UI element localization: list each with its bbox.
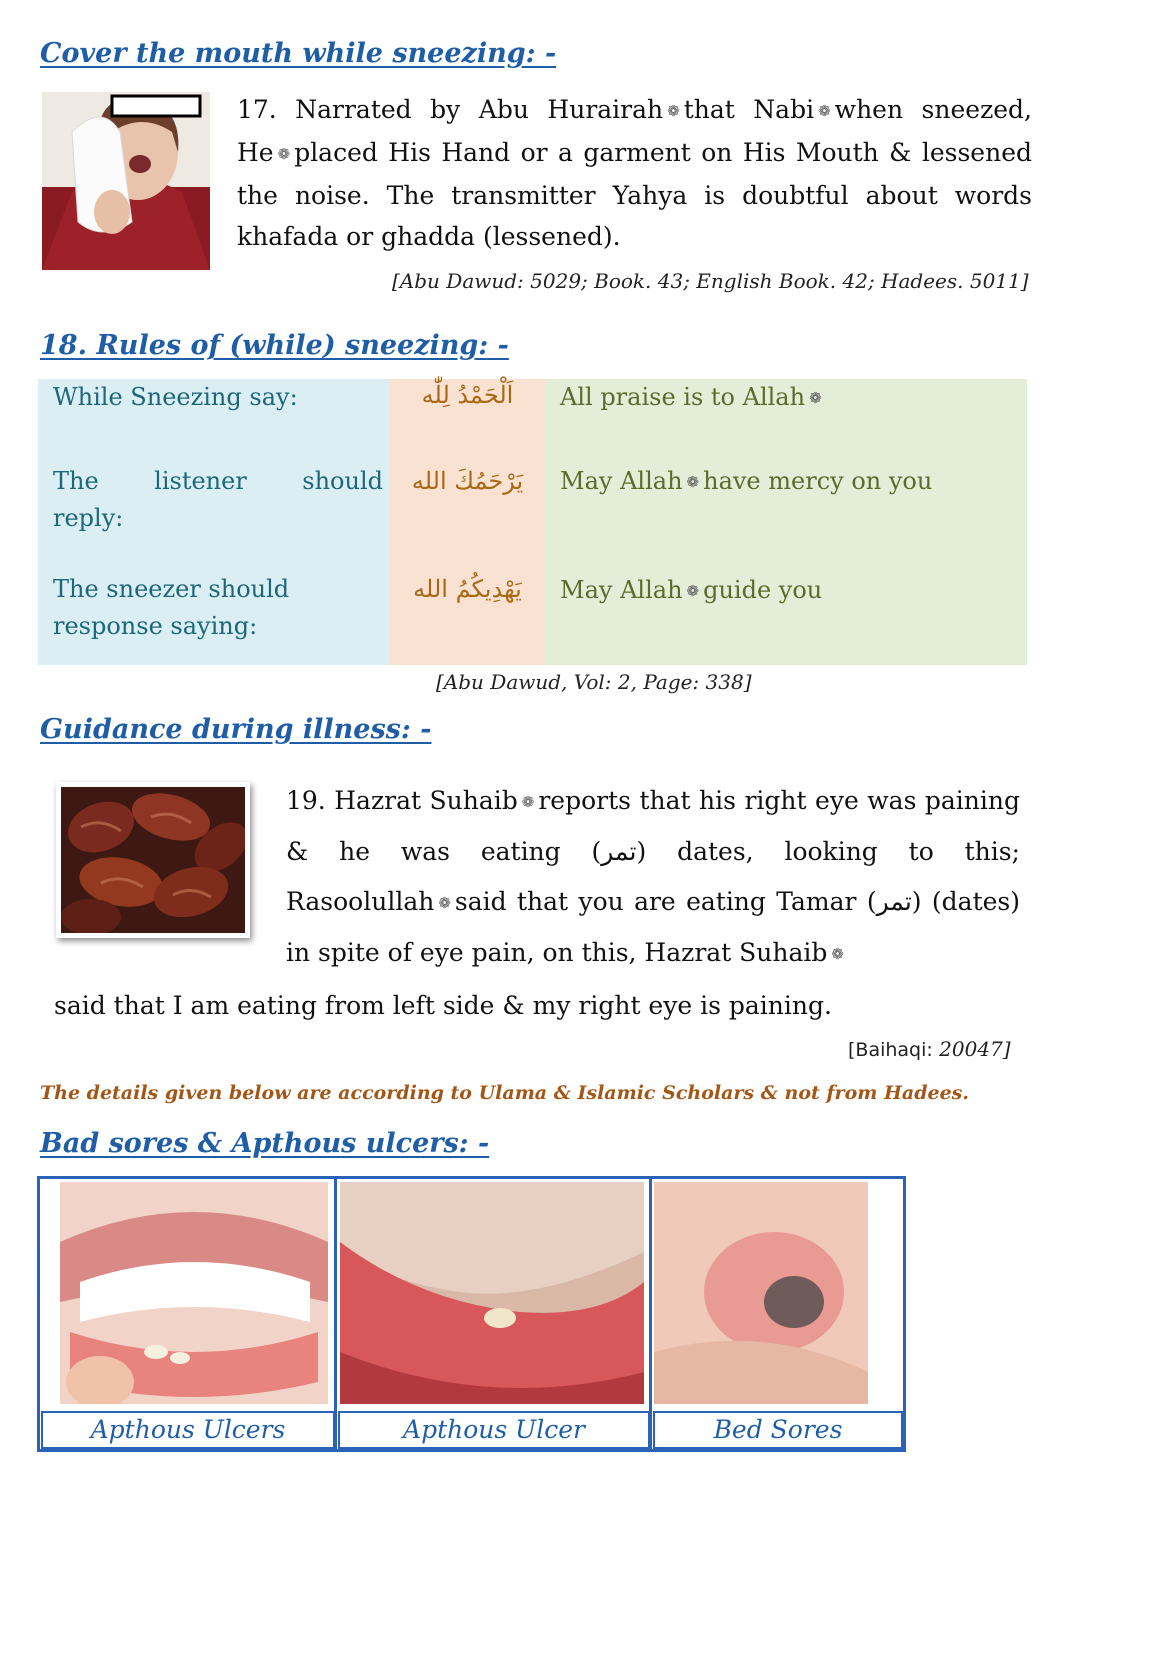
reference-baihaqi-label: [Baihaqi: (848, 1039, 933, 1061)
table-divider-2 (649, 1179, 652, 1449)
hadith-17-part2: that Nabi (683, 95, 815, 124)
hadith-19-text (286, 776, 1020, 979)
dates-photo (56, 782, 250, 938)
ulcers-image-table (37, 1176, 906, 1452)
sneezing-woman-photo (42, 92, 210, 270)
rule-2-meaning (560, 467, 932, 495)
hadith-19-continuation: said that I am eating from left side & my right eye is paining. (54, 991, 832, 1020)
caption-apthous-ulcer: Apthous Ulcer (338, 1411, 650, 1449)
heading-rules-sneezing: 18. Rules of (while) sneezing: - (40, 330, 509, 361)
rule-3-meaning-rest: guide you (703, 576, 823, 604)
column-meaning (545, 379, 1027, 665)
reference-abu-dawud-vol2: [Abu Dawud, Vol: 2, Page: 338] (436, 670, 752, 694)
radiyallahu-anhu-icon: ❁ (831, 945, 844, 963)
rule-2-arabic: يَرْحَمُكَ الله (411, 467, 524, 495)
reference-baihaqi-number: 20047] (939, 1037, 1011, 1061)
subhanahu-wa-taala-icon: ❁ (686, 473, 700, 491)
rule-1-meaning-text: All praise is to Allah (560, 383, 806, 411)
heading-guidance-illness: Guidance during illness: - (40, 714, 432, 745)
scholars-note: The details given below are according to Ulama & Islamic Scholars & not from Hadees. (40, 1082, 969, 1104)
rule-2-meaning-text: May Allah (560, 467, 683, 495)
reference-abu-dawud-5029: [Abu Dawud: 5029; Book. 43; English Book. 42; Hadees. 5011] (392, 269, 1029, 293)
hadith-19-part2: reports that his right eye was paining & he was eating (تمر) dates, looking to this; Rasoolullah (286, 786, 1020, 916)
hadith-19-part1: 19. Hazrat Suhaib (286, 786, 518, 815)
rule-3-meaning-text: May Allah (560, 576, 683, 604)
subhanahu-wa-taala-icon: ❁ (809, 389, 822, 407)
table-divider-1 (334, 1179, 337, 1449)
sallallahu-alaihi-wasallam-icon: ❁ (818, 102, 831, 120)
rule-2-meaning-rest: have mercy on you (703, 467, 933, 495)
hadith-17-text (237, 89, 1032, 257)
hadith-17-part4: placed His Hand or a garment on His Mouth & lessened the noise. The transmitter Yahya is doubtful about words khafada or ghadda (lessened). (237, 138, 1032, 251)
heading-bad-sores: Bad sores & Apthous ulcers: - (40, 1128, 490, 1159)
sallallahu-alaihi-wasallam-icon: ❁ (277, 145, 291, 163)
subhanahu-wa-taala-icon: ❁ (686, 582, 700, 600)
caption-apthous-ulcers: Apthous Ulcers (41, 1411, 335, 1449)
radiyallahu-anhu-icon: ❁ (667, 102, 680, 120)
heading-cover-mouth: Cover the mouth while sneezing: - (40, 38, 557, 69)
rule-1-arabic: اَلْحَمْدُ لِلّٰه (421, 381, 514, 409)
column-arabic (390, 379, 545, 665)
rule-3-situation: The sneezer should response saying: (53, 575, 290, 640)
apthous-ulcers-lip-photo (60, 1182, 328, 1404)
hadith-17-part1: 17. Narrated by Abu Hurairah (237, 95, 664, 124)
apthous-ulcer-tongue-photo (340, 1182, 644, 1404)
hadith-17-part3: when sneezed, He (237, 95, 1032, 167)
reference-baihaqi (848, 1037, 1011, 1061)
rule-3-arabic: يَهْدِيكُمُ الله (413, 575, 522, 603)
rule-1-situation: While Sneezing say: (53, 383, 298, 411)
sneezing-rules-table (38, 379, 1027, 665)
rule-1-meaning (560, 383, 826, 411)
radiyallahu-anhu-icon: ❁ (521, 793, 535, 811)
rule-3-meaning (560, 576, 822, 604)
bed-sores-photo (654, 1182, 868, 1404)
rule-2-situation: The listener should reply: (53, 467, 383, 532)
sallallahu-alaihi-wasallam-icon: ❁ (438, 894, 451, 912)
caption-bed-sores: Bed Sores (653, 1411, 903, 1449)
hadith-19-part3: said that you are eating Tamar (تمر) (dates) in spite of eye pain, on this, Hazrat Suhaib (286, 887, 1020, 967)
